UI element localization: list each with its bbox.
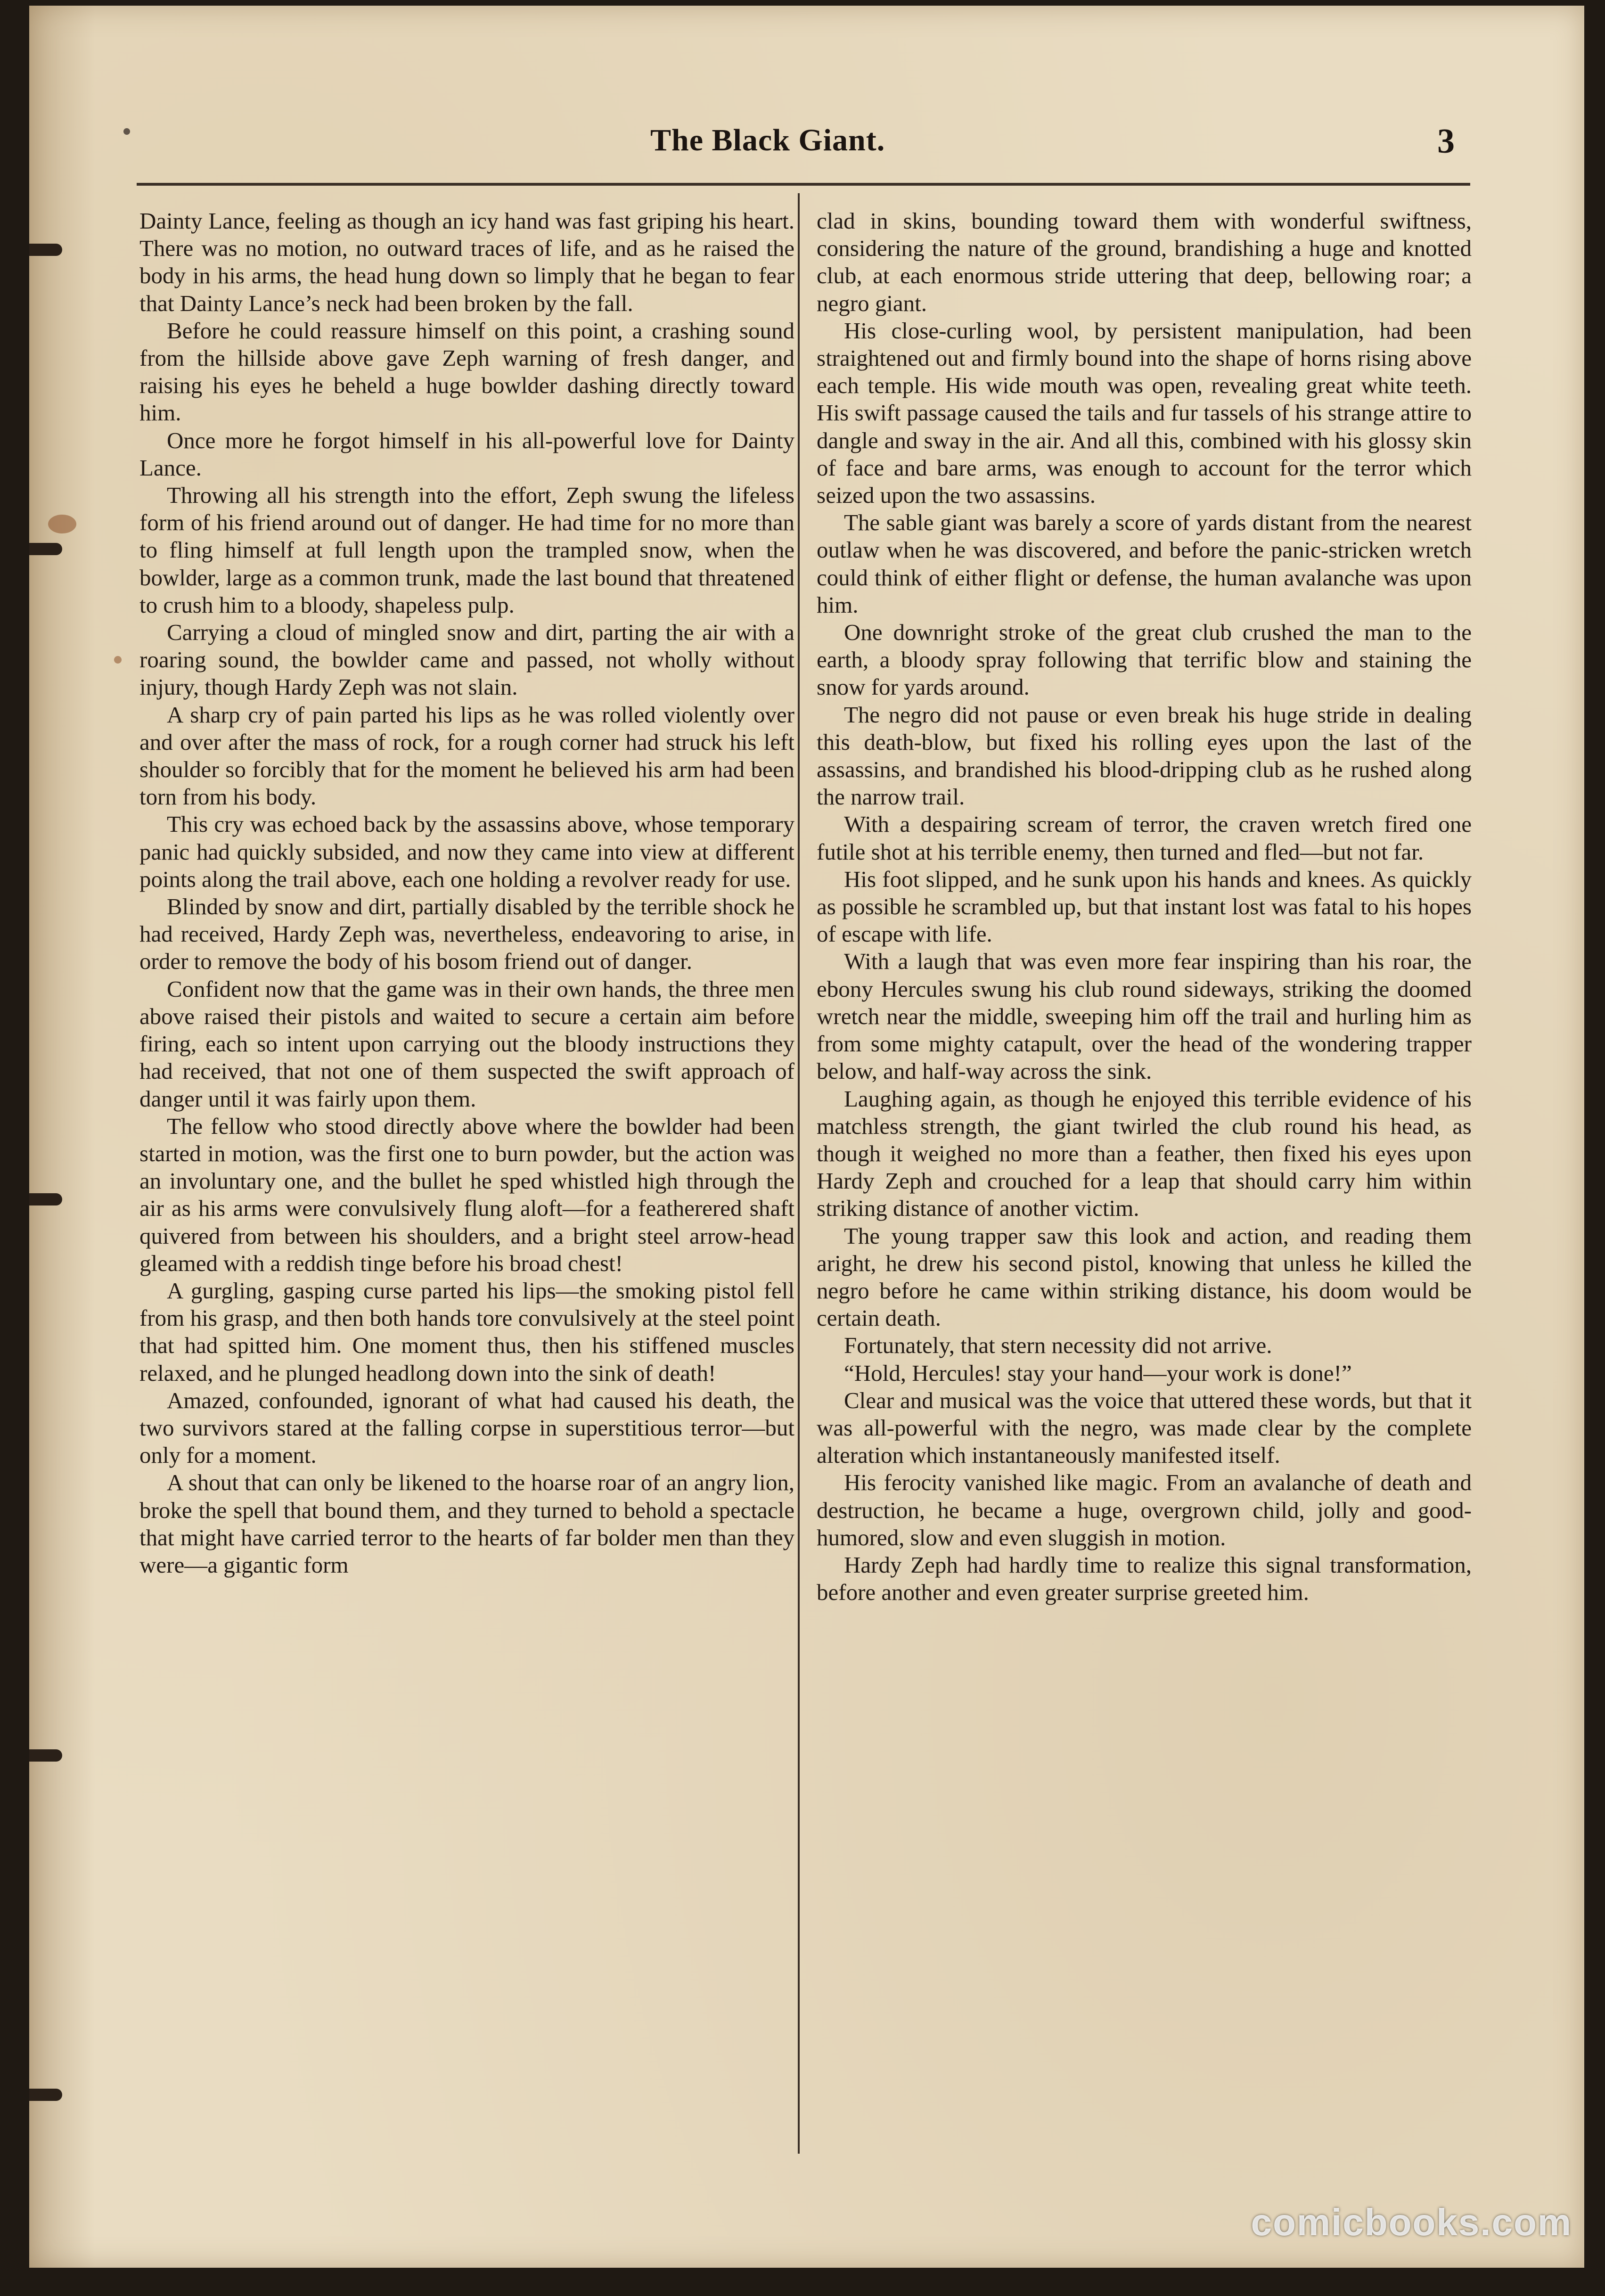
paragraph: The young trapper saw this look and action, and reading them aright, he drew his second pistol, knowing that unless he killed the negro before he came within striking distance, his doom would be certain death. [817, 1222, 1472, 1331]
paragraph: A shout that can only be likened to the hoarse roar of an angry lion, broke the spell that bound them, and they turned to behold a spectacle that might have carried terror to the hearts of far bolder men than they were—a gigantic form [139, 1469, 794, 1578]
paragraph: Amazed, confounded, ignorant of what had caused his death, the two survivors stared at the falling corpse in superstitious terror—but only for a moment. [139, 1387, 794, 1468]
ink-stain [123, 128, 130, 135]
paragraph: One downright stroke of the great club crushed the man to the earth, a bloody spray following that terrific blow and staining the snow for yards around. [817, 619, 1472, 700]
paragraph: His foot slipped, and he sunk upon his hands and knees. As quickly as possible he scrambled up, but that instant lost was fatal to his hopes of escape with life. [817, 866, 1472, 947]
paragraph: The sable giant was barely a score of yards distant from the nearest outlaw when he was discovered, and before the panic-stricken wretch could think of either flight or defense, the human avalanche was upon him. [817, 509, 1472, 618]
paragraph: Throwing all his strength into the effort, Zeph swung the lifeless form of his friend around out of danger. He had time for no more than to fling himself at full length upon the trampled snow, when the bowlder, large as a common trunk, made the last bound that threatened to crush him to a bloody, shapeless pulp. [139, 482, 794, 618]
ink-stain [48, 515, 76, 533]
paragraph: The negro did not pause or even break his huge stride in dealing this death-blow, but fixed his rolling eyes upon the last of the assassins, and brandished his blood-dripping club as he rushed along the narrow trail. [817, 701, 1472, 810]
paragraph: Dainty Lance, feeling as though an icy hand was fast griping his heart. There was no motion, no outward traces of life, and as he raised the body in his arms, the head hung down so limply that he began to fear that Dainty Lance’s neck had been broken by the fall. [139, 208, 794, 316]
binding-hole [29, 244, 62, 256]
paragraph: Confident now that the game was in their own hands, the three men above raised their pistols and waited to secure a certain aim before firing, each so intent upon carrying out the bloody instructions they had received, that not one of them suspected the swift approach of danger until it was fairly upon them. [139, 976, 794, 1112]
paragraph: Carrying a cloud of mingled snow and dirt, parting the air with a roaring sound, the bowlder came and passed, not wholly without injury, though Hardy Zeph was not slain. [139, 619, 794, 700]
paragraph: Laughing again, as though he enjoyed this terrible evidence of his matchless strength, the giant twirled the club round his head, as though it weighed no more than a feather, then fixed his eyes upon Hardy Zeph and crouched for a leap that should carry him within striking distance of another victim. [817, 1085, 1472, 1222]
page-number: 3 [1437, 122, 1455, 161]
right-column [817, 207, 1472, 2163]
paragraph: With a laugh that was even more fear inspiring than his roar, the ebony Hercules swung his club round sideways, striking the doomed wretch near the middle, sweeping him off the trail and hurling him as from some mighty catapult, over the head of the wondering trapper below, and half-way across the sink. [817, 948, 1472, 1084]
paragraph: His ferocity vanished like magic. From an avalanche of death and destruction, he became a huge, overgrown child, jolly and good-humored, slow and even sluggish in motion. [817, 1469, 1472, 1550]
paragraph: The fellow who stood directly above where the bowlder had been started in motion, was the first one to burn powder, but the action was an involuntary one, and the bullet he sped whistled high through the air as his arms were convulsively flung aloft—for a featherered shaft quivered from between his shoulders, and a bright steel arrow-head gleamed with a reddish tinge before his broad chest! [139, 1113, 794, 1276]
binding-hole [29, 1749, 62, 1762]
paragraph-continuation: clad in skins, bounding toward them with wonderful swiftness, considering the nature of the ground, brandishing a huge and knotted club, at each enormous stride uttering that deep, bellowing roar; a negro giant. [817, 208, 1472, 316]
paragraph: Once more he forgot himself in his all-powerful love for Dainty Lance. [139, 427, 794, 481]
left-column [139, 207, 794, 2163]
paragraph: This cry was echoed back by the assassins above, whose temporary panic had quickly subsided, and now they came into view at different points along the trail above, each one holding a revolver ready for use. [139, 811, 794, 892]
paragraph: Before he could reassure himself on this point, a crashing sound from the hillside above gave Zeph warning of fresh danger, and raising his eyes he beheld a huge bowlder dashing directly toward him. [139, 317, 794, 426]
paragraph: “Hold, Hercules! stay your hand—your work is done!” [844, 1360, 1352, 1386]
paragraph: Blinded by snow and dirt, partially disabled by the terrible shock he had received, Hardy Zeph was, nevertheless, endeavoring to arise, in order to remove the body of his bosom friend out of danger. [139, 894, 794, 975]
running-title: The Black Giant. [650, 123, 885, 157]
header-rule [137, 183, 1470, 186]
paragraph: With a despairing scream of terror, the craven wretch fired one futile shot at his terrible enemy, then turned and fled—but not far. [817, 811, 1472, 865]
binding-hole [29, 2089, 62, 2101]
ink-stain [114, 656, 122, 664]
paragraph: Fortunately, that stern necessity did not arrive. [844, 1332, 1272, 1359]
watermark: comicbooks.com [1251, 2201, 1572, 2243]
binding-hole [29, 543, 62, 555]
page-header [556, 113, 1329, 170]
paragraph: Clear and musical was the voice that uttered these words, but that it was all-powerful with the negro, was made clear by the complete alteration which instantaneously manifested itself. [817, 1387, 1472, 1468]
paragraph: A sharp cry of pain parted his lips as he was rolled violently over and over after the mass of rock, for a rough corner had struck his left shoulder so forcibly that for the moment he believed his arm had been torn from his body. [139, 701, 794, 810]
binding-hole [29, 1193, 62, 1205]
paragraph: A gurgling, gasping curse parted his lips—the smoking pistol fell from his grasp, and then both hands tore convulsively at the steel point that had spitted him. One moment thus, then his stiffened muscles relaxed, and he plunged headlong down into the sink of death! [139, 1277, 794, 1386]
column-rule [798, 193, 800, 2154]
paragraph: Hardy Zeph had hardly time to realize this signal transformation, before another and even greater surprise greeted him. [817, 1551, 1472, 1606]
paragraph: His close-curling wool, by persistent manipulation, had been straightened out and firmly bound into the shape of horns rising above each temple. His wide mouth was open, revealing great white teeth. His swift passage caused the tails and fur tassels of his strange attire to dangle and sway in the air. And all this, combined with his glossy skin of face and bare arms, was enough to account for the terror which seized upon the two assassins. [817, 317, 1472, 508]
